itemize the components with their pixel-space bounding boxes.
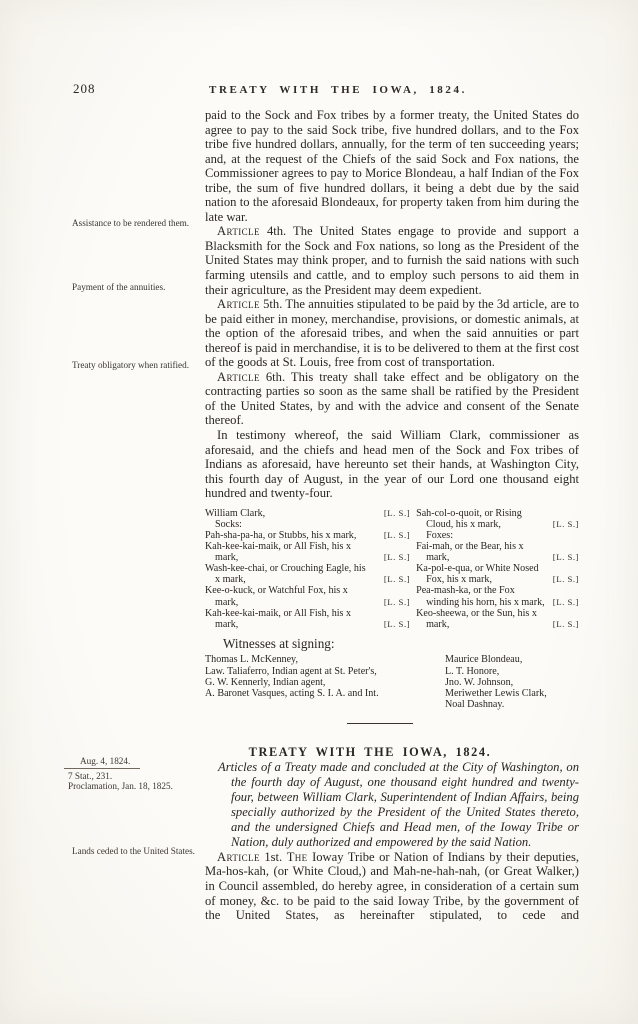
seal-mark: [L. S.] (383, 618, 411, 629)
witness-name: Jno. W. Johnson, (445, 676, 514, 688)
paragraph-article-1 (205, 850, 579, 923)
article-label: Article (217, 849, 260, 864)
witnesses-column-right (445, 654, 579, 710)
running-head: TREATY WITH THE IOWA, 1824. (209, 84, 467, 96)
article-label: Article (217, 297, 260, 312)
seal-mark: [L. S.] (552, 552, 579, 563)
seal-mark: [L. S.] (383, 529, 411, 540)
seal-mark: [L. S.] (383, 552, 411, 563)
paragraph-article-5 (205, 297, 579, 370)
paragraph-continuation: paid to the Sock and Fox tribes by a former treaty, the United States do agree to pay to the said Sock tribe, five hundred dollars, and to the Fox tribe five hundred dollars, annually, for the term of ten succeeding years; and, at the request of the Chiefs of the said Sock and Fox nations, the Commissioner agrees to pay to Morice Blondeau, a half Indian of the Fox tribe, the sum of five hundred dollars, it being a debt due by the said nation to the aforesaid Blondeaux, for property taken from him during the late war. (205, 108, 579, 224)
article-text: Ioway Tribe or Nation of Indians by their deputies, Ma-hos-kah, (or White Cloud,) and Mah-ne-hah-nah, (or Great Walker,) in Council assembled, do hereby agree, in consideration of a certain sum of money, &c. to be paid to the said Ioway Tribe, by the government of the United States, as hereinafter stipulated, to cede and (205, 849, 580, 923)
signer-name: Fai-mah, or the Bear, his x mark, (416, 541, 524, 564)
signature-block (205, 508, 579, 630)
seal-mark: [L. S.] (383, 596, 411, 607)
treaty-preamble: Articles of a Treaty made and concluded at the City of Washington, on the fourth day of August, one thousand eight hundred and twenty-four, between William Clark, Superintendent of Indian Affairs, being specially authorized by the President of the United States thereto, and the undersigned Chiefs and Head men, of the Ioway Tribe or Nation, duly authorized and empowered by the said Nation. (218, 759, 579, 849)
signer-name: Pah-sha-pa-ha, or Stubbs, his x mark, (205, 529, 357, 541)
article-number: 1st. (264, 849, 283, 864)
witness-name: Law. Taliaferro, Indian agent at St. Peter's, (205, 665, 377, 677)
witness-name: Maurice Blondeau, (445, 654, 523, 666)
seal-mark: [L. S.] (383, 507, 411, 518)
text-column (205, 108, 579, 923)
seal-mark: [L. S.] (552, 518, 579, 529)
signature-row (416, 508, 579, 530)
section-divider (347, 723, 413, 724)
signature-row (205, 530, 410, 541)
article-label: Article (217, 224, 260, 239)
citation-rule (64, 768, 140, 769)
seal-mark: [L. S.] (552, 574, 579, 585)
witness-name: A. Baronet Vasques, acting S. I. A. and Int. (205, 687, 379, 699)
article-text: This treaty shall take effect and be obligatory on the contracting parties so soon as the same shall be ratified by the President of the United States, by and with the advice and consent of the Senate thereof. (205, 369, 579, 428)
paragraph-article-4 (205, 224, 579, 297)
seal-mark: [L. S.] (383, 574, 411, 585)
group-name: Foxes: (426, 529, 453, 541)
signature-row (205, 585, 410, 607)
signature-row (205, 563, 410, 585)
witness-name: Thomas L. McKenney, (205, 654, 298, 666)
signer-name: Sah-col-o-quoit, or Rising Cloud, his x mark, (416, 507, 522, 530)
article-text: The United States engage to provide and support a Blacksmith for the Sock and Fox nations, so long as the President of the United States may think proper, and to furnish the said nations with such farming utensils and cattle, and to employ such persons to aid them in their agriculture, as the President may deem expedient. (205, 224, 579, 297)
margin-note-lands-ceded: Lands ceded to the United States. (72, 846, 195, 856)
witness-name: Meriwether Lewis Clark, (445, 687, 547, 699)
seal-mark: [L. S.] (552, 618, 579, 629)
statute-citation: 7 Stat., 231. (68, 770, 113, 781)
signer-name: Keo-sheewa, or the Sun, his x mark, (416, 607, 537, 630)
witnesses-heading: Witnesses at signing: (223, 635, 335, 651)
signer-name: William Clark, (205, 507, 266, 519)
signer-name: Wash-kee-chai, or Crouching Eagle, his x mark, (205, 563, 366, 586)
signature-group-label (416, 530, 579, 541)
signature-group-label (205, 519, 410, 530)
article-label: Article (217, 369, 260, 384)
citation-block (64, 756, 200, 792)
signer-name: Kah-kee-kai-maik, or All Fish, his x mark, (205, 541, 352, 564)
signature-row (205, 608, 410, 630)
signer-name: Kah-kee-kai-maik, or All Fish, his x mark, (205, 607, 352, 630)
witness-name: Noal Dashnay. (445, 699, 505, 711)
article-number: 5th. (263, 297, 283, 312)
article-number: 6th. (265, 369, 286, 384)
page-number: 208 (73, 81, 96, 96)
signature-row (416, 585, 579, 607)
signer-name: Kee-o-kuck, or Watchful Fox, his x mark, (205, 585, 348, 608)
signer-name: Ka-pol-e-qua, or White Nosed Fox, his x mark, (416, 563, 539, 586)
witnesses-column-left (205, 654, 445, 710)
article-lead-word: The (286, 849, 308, 864)
margin-note-payment: Payment of the annuities. (72, 282, 166, 292)
signature-column-right (416, 508, 579, 630)
signature-row (205, 508, 410, 519)
witness-name: G. W. Kennerly, Indian agent, (205, 676, 326, 688)
article-text: The annuities stipulated to be paid by the 3d article, are to be paid either in money, merchandise, provisions, or domestic animals, at the option of the aforesaid tribes, and when the said annuities or part thereof is paid in merchandise, it is to be delivered to them at the first cost of the goods at St. Louis, free from cost of transportation. (205, 297, 580, 370)
witnesses-block (205, 654, 579, 710)
signature-row (416, 541, 579, 563)
group-name: Socks: (215, 518, 242, 530)
treaty-title: TREATY WITH THE IOWA, 1824. (248, 745, 492, 760)
seal-mark: [L. S.] (552, 596, 579, 607)
treaty-date: Aug. 4, 1824. (80, 756, 131, 766)
witness-name: L. T. Honore, (445, 665, 500, 677)
article-number: 4th. (266, 224, 287, 239)
signature-row (416, 563, 579, 585)
paragraph-article-6 (205, 370, 579, 428)
paragraph-testimony: In testimony whereof, the said William Clark, commissioner as aforesaid, and the chiefs and head men of the Sock and Fox tribes of Indians as aforesaid, have hereunto set their hands, at Washington City, this fourth day of August, in the year of our Lord one thousand eight hundred and twenty-four. (205, 428, 579, 501)
signature-column-left (205, 508, 410, 630)
signer-name: Pea-mash-ka, or the Fox winding his horn, his x mark, (416, 585, 545, 608)
signature-row (205, 541, 410, 563)
signature-row (416, 608, 579, 630)
proclamation-note: Proclamation, Jan. 18, 1825. (68, 781, 173, 792)
margin-note-obligatory: Treaty obligatory when ratified. (72, 360, 190, 370)
margin-note-assistance: Assistance to be rendered them. (72, 218, 190, 228)
